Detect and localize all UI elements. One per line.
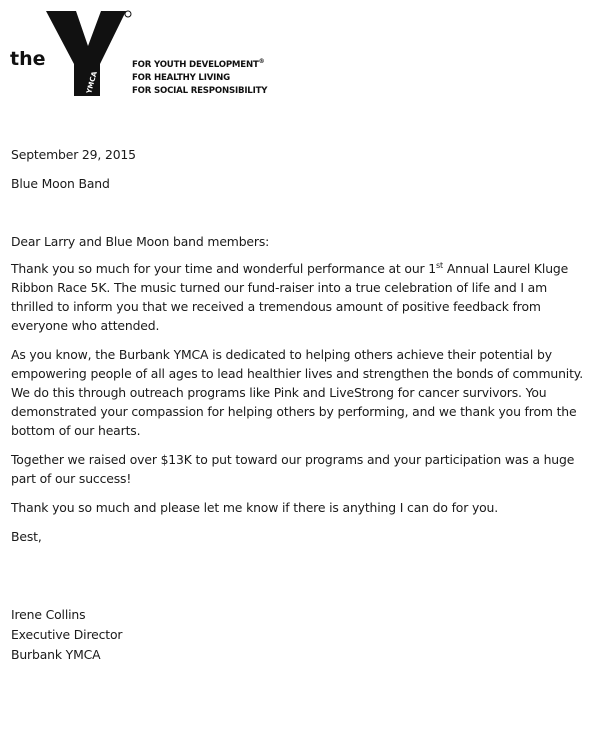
tagline-line-1: FOR YOUTH DEVELOPMENT® [132,58,265,70]
signature-name: Irene Collins [11,607,86,622]
letter-paragraph-4: Thank you so much and please let me know if there is anything I can do for you. [11,500,499,515]
logo-wordmark: the [10,48,46,70]
letter-body [11,145,591,665]
letter-closing: Best, [11,529,42,544]
tagline-line-3: FOR SOCIAL RESPONSIBILITY [132,86,268,96]
tagline-line-2: FOR HEALTHY LIVING [132,73,230,83]
letter-paragraph-2: As you know, the Burbank YMCA is dedicated to helping others achieve their potential by empowering people of all ages to lead healthier lives and strengthen the bonds of community. We do this through outreach programs like Pink and LiveStrong for cancer survivors. You demonstrated your compassion for helping others by performing, and we thank you from the bottom of our hearts. [11,347,584,438]
letter-recipient: Blue Moon Band [11,176,110,191]
letter-salutation: Dear Larry and Blue Moon band members: [11,234,270,249]
logo-tagline [132,59,267,98]
ymca-logo [8,6,308,106]
logo-ymca-text: YMCA [85,70,99,95]
letter-paragraph-3: Together we raised over $13K to put toward our programs and your participation was a huge part of our success! [11,452,575,486]
ymca-y-logo-icon [8,6,133,106]
signature-organization: Burbank YMCA [11,647,101,662]
letter-date: September 29, 2015 [11,147,136,162]
signature-title: Executive Director [11,627,123,642]
letter-paragraph-1: Thank you so much for your time and wonderful performance at our 1st Annual Laurel Kluge Ribbon Race 5K. The music turned our fund-raiser into a true celebration of life and I am thrilled to inform you that we received a tremendous amount of positive feedback from everyone who attended. [11,260,569,333]
